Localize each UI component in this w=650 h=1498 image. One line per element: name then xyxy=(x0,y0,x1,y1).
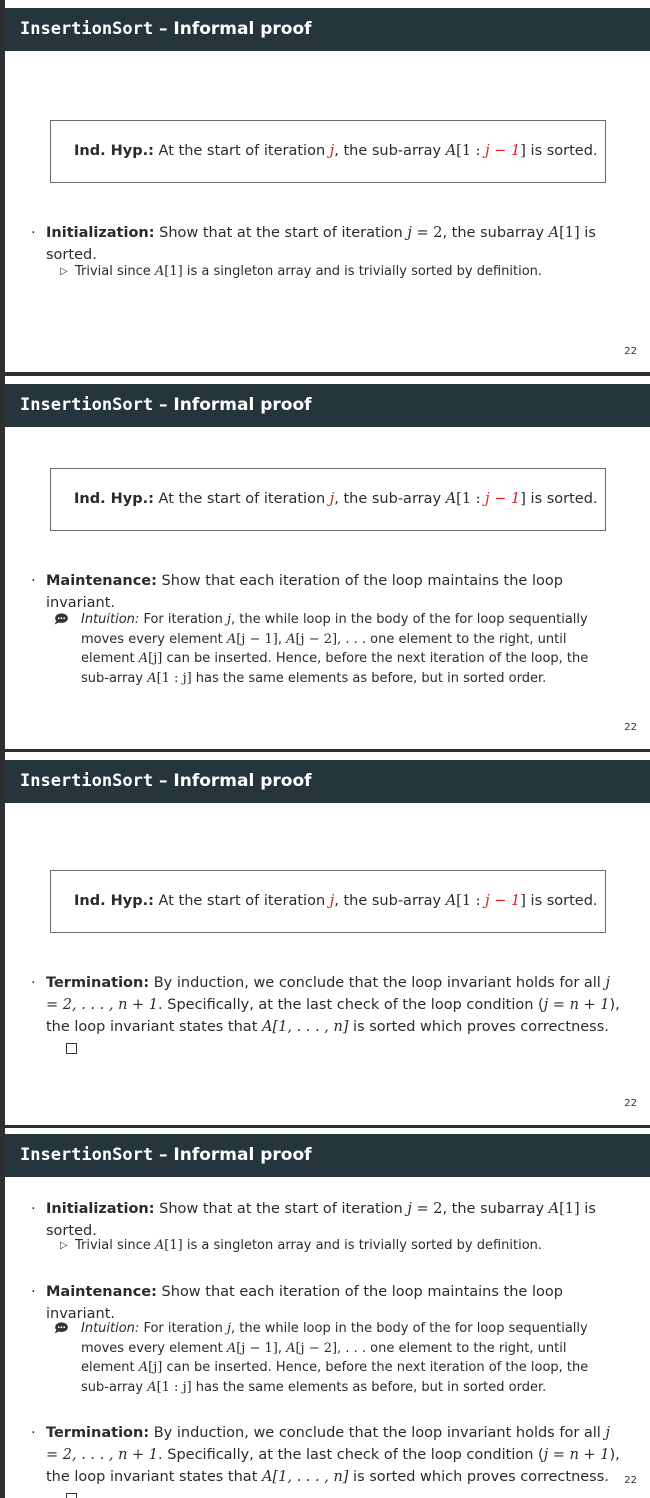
speech-bubble-icon xyxy=(54,1322,68,1334)
slide-title: InsertionSort – Informal proof xyxy=(5,8,650,51)
slide-title: InsertionSort – Informal proof xyxy=(5,760,650,803)
slide-summary xyxy=(5,1128,650,1498)
triangle-bullet-icon: ▷ xyxy=(60,266,68,277)
page-number: 22 xyxy=(624,346,637,357)
speech-bubble-icon xyxy=(54,613,68,625)
maintenance-item: · Maintenance: Show that each iteration of the loop maintains the loop invariant. xyxy=(31,573,563,611)
slide-title: InsertionSort – Informal proof xyxy=(5,384,650,427)
initialization-detail: ▷ Trivial since A[1] is a singleton array and is trivially sorted by definition. xyxy=(60,1236,620,1256)
initialization-item: · Initialization: Show that at the start of iteration j = 2, the subarray A[1] is sorted. xyxy=(31,1201,596,1239)
induction-hypothesis-box: Ind. Hyp.: At the start of iteration j, the sub-array A[1 : j − 1] is sorted. xyxy=(50,870,606,933)
maintenance-item: · Maintenance: Show that each iteration of the loop maintains the loop invariant. xyxy=(31,1284,563,1322)
triangle-bullet-icon: ▷ xyxy=(60,1240,68,1251)
page-number: 22 xyxy=(624,1475,637,1486)
page-number: 22 xyxy=(624,722,637,733)
qed-box-icon xyxy=(66,1043,77,1054)
page-number: 22 xyxy=(624,1098,637,1109)
termination-item: · Termination: By induction, we conclude that the loop invariant holds for all j = 2, . . . , n + 1. Specifically, at the last check of the loop condition (j = n + 1), the loop invariant states that A[1, . . . , n] is sorted which proves correctness. xyxy=(31,1422,621,1498)
slide-initialization xyxy=(5,0,650,372)
induction-hypothesis-box: Ind. Hyp.: At the start of iteration j, the sub-array A[1 : j − 1] is sorted. xyxy=(50,120,606,183)
induction-hypothesis-box: Ind. Hyp.: At the start of iteration j, the sub-array A[1 : j − 1] is sorted. xyxy=(50,468,606,531)
slide-maintenance xyxy=(5,376,650,749)
initialization-item: · Initialization: Show that at the start of iteration j = 2, the subarray A[1] is sorted. xyxy=(31,225,596,263)
maintenance-intuition: Intuition: For iteration j, the while loop in the body of the for loop sequentially moves every element A[j − 1], A[j − 2], . . . one element to the right, until element A[j] can be inserted. Hence, before the next iteration of the loop, the sub-array A[1 : j] has the same elements as before, but in sorted order. xyxy=(60,610,616,688)
termination-item: · Termination: By induction, we conclude that the loop invariant holds for all j = 2, . . . , n + 1. Specifically, at the last check of the loop condition (j = n + 1), the loop invariant states that A[1, . . . , n] is sorted which proves correctness. xyxy=(31,972,621,1060)
slide-termination xyxy=(5,752,650,1125)
initialization-detail: ▷ Trivial since A[1] is a singleton array and is trivially sorted by definition. xyxy=(60,262,620,282)
qed-box-icon xyxy=(66,1493,77,1498)
maintenance-intuition: Intuition: For iteration j, the while loop in the body of the for loop sequentially moves every element A[j − 1], A[j − 2], . . . one element to the right, until element A[j] can be inserted. Hence, before the next iteration of the loop, the sub-array A[1 : j] has the same elements as before, but in sorted order. xyxy=(60,1319,616,1397)
slide-title: InsertionSort – Informal proof xyxy=(5,1134,650,1177)
